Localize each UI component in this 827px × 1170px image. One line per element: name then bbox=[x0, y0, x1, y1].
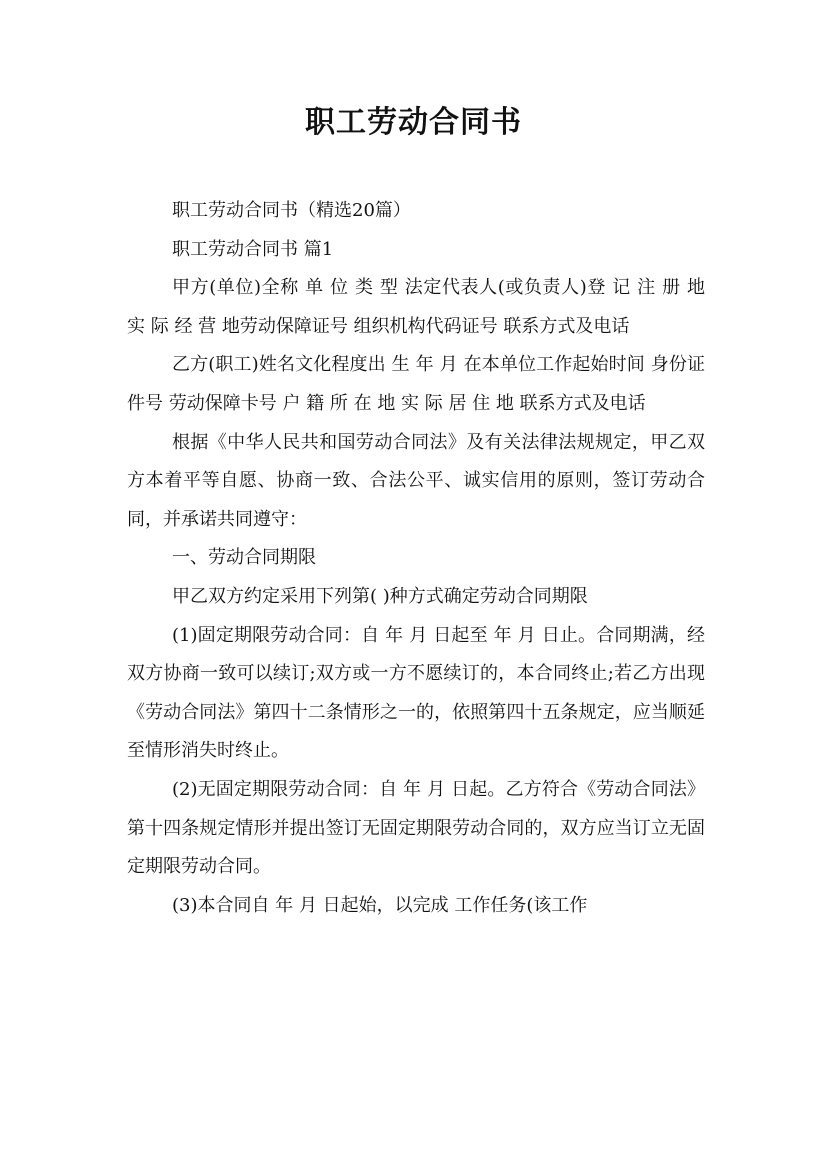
section-heading-contract-term: 一、劳动合同期限 bbox=[172, 547, 316, 569]
paragraph-open-ended-term: (2)无固定期限劳动合同：自 年 月 日起。乙方符合《劳动合同法》第十四条规定情形并提出签订无固定期限劳动合同的，双方应当订立无固定期限劳动合同。 bbox=[127, 778, 705, 878]
paragraph-subtitle: 职工劳动合同书（精选20篇） bbox=[172, 200, 411, 221]
paragraph-term-choice: 甲乙双方约定采用下列第( )种方式确定劳动合同期限 bbox=[172, 585, 588, 607]
paragraph-party-b-info: 乙方(职工)姓名文化程度出 生 年 月 在本单位工作起始时间 身份证件号 劳动保障卡号 户 籍 所 在 地 实 际 居 住 地 联系方式及电话 bbox=[127, 354, 705, 414]
paragraph-party-a-info: 甲方(单位)全称 单 位 类 型 法定代表人(或负责人)登 记 注 册 地 实 际 经 营 地劳动保障证号 组织机构代码证号 联系方式及电话 bbox=[127, 277, 705, 337]
paragraph-preamble: 根据《中华人民共和国劳动合同法》及有关法律法规规定，甲乙双方本着平等自愿、协商一致、合法公平、诚实信用的原则，签订劳动合同，并承诺共同遵守： bbox=[127, 431, 705, 530]
document-title: 职工劳动合同书 bbox=[305, 105, 522, 140]
paragraph-fixed-term: (1)固定期限劳动合同：自 年 月 日起至 年 月 日止。合同期满，经双方协商一致可以续订;双方或一方不愿续订的，本合同终止;若乙方出现《劳动合同法》第四十二条情形之一的，依照第四十五条规定，应当顺延至情形消失时终止。 bbox=[127, 624, 705, 762]
paragraph-chapter-heading: 职工劳动合同书 篇1 bbox=[172, 238, 334, 260]
document-body bbox=[127, 192, 705, 925]
paragraph-task-based-term: (3)本合同自 年 月 日起始，以完成 工作任务(该工作 bbox=[172, 894, 588, 916]
